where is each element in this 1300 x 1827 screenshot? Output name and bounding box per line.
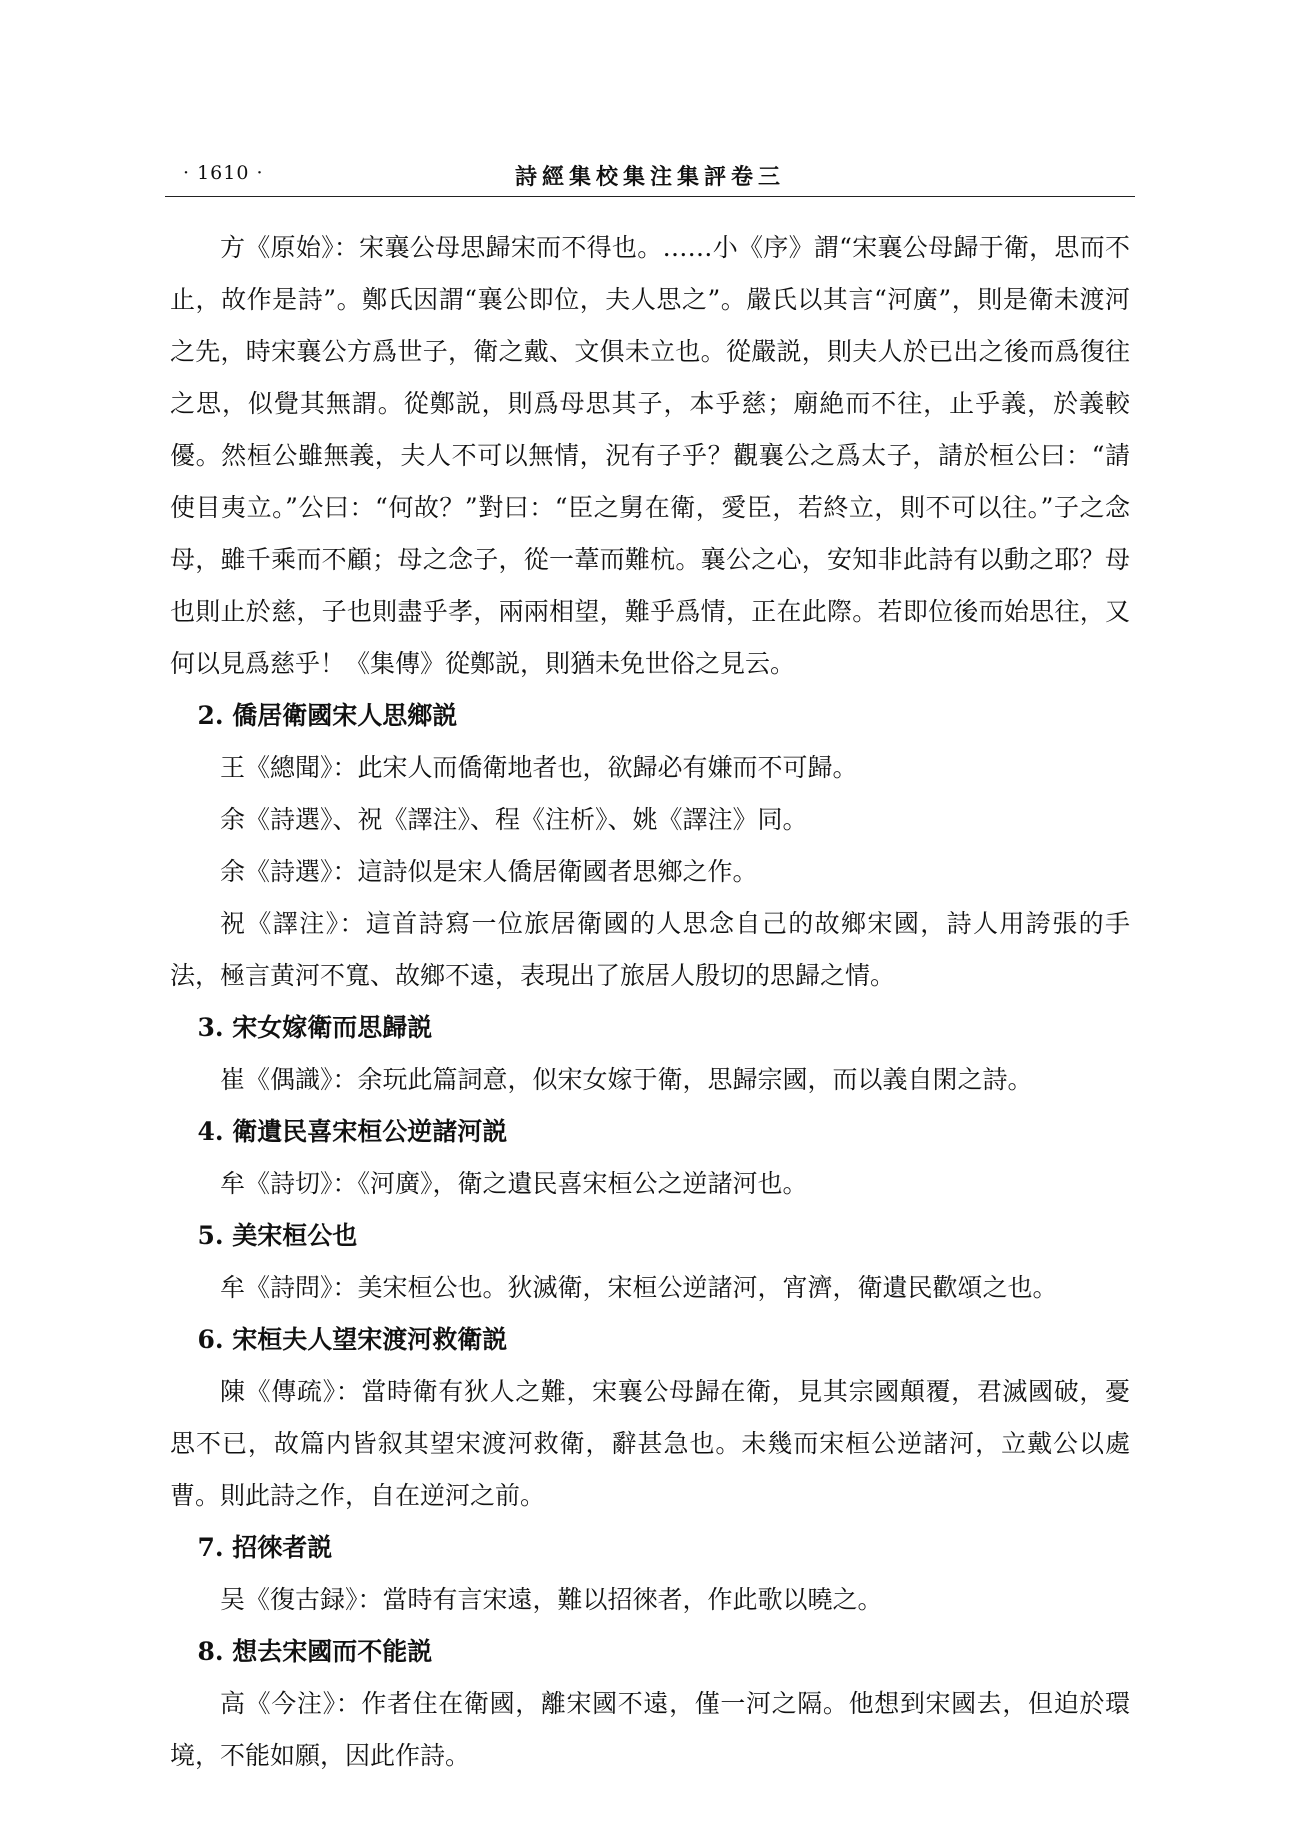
section-heading: 6. 宋桓夫人望宋渡河救衛説 bbox=[197, 1325, 508, 1354]
paragraph: 祝《譯注》：這首詩寫一位旅居衛國的人思念自己的故鄉宋國，詩人用誇張的手法，極言黄河不寬、故鄉不遠，表現出了旅居人殷切的思歸之情。 bbox=[170, 909, 1130, 990]
paragraph: 牟《詩切》：《河廣》，衛之遺民喜宋桓公之逆諸河也。 bbox=[220, 1169, 808, 1198]
section-heading: 2. 僑居衛國宋人思鄉説 bbox=[197, 701, 458, 730]
running-title: 詩經集校集注集評卷三 bbox=[514, 164, 785, 190]
page-number: · 1610 · bbox=[183, 162, 264, 184]
section-heading: 3. 宋女嫁衛而思歸説 bbox=[197, 1013, 433, 1042]
paragraph: 方《原始》：宋襄公母思歸宋而不得也。……小《序》謂“宋襄公母歸于衛，思而不止，故作是詩”。鄭氏因謂“襄公即位，夫人思之”。嚴氏以其言“河廣”，則是衛未渡河之先，時宋襄公方爲世子，衛之戴、文俱未立也。從嚴説，則夫人於已出之後而爲復往之思，似覺其無謂。從鄭説，則爲母思其子，本乎慈；廟絶而不往，止乎義，於義較優。然桓公雖無義，夫人不可以無情，況有子乎？觀襄公之爲太子，請於桓公曰：“請使目夷立。”公曰：“何故？”對曰：“臣之舅在衛，愛臣，若終立，則不可以往。”子之念母，雖千乘而不顧；母之念子，從一葦而難杭。襄公之心，安知非此詩有以動之耶？母也則止於慈，子也則盡乎孝，兩兩相望，難乎爲情，正在此際。若即位後而始思往，又何以見爲慈乎！《集傳》從鄭説，則猶未免世俗之見云。 bbox=[170, 233, 1130, 678]
paragraph: 余《詩選》：這詩似是宋人僑居衛國者思鄉之作。 bbox=[220, 857, 758, 886]
section-heading: 5. 美宋桓公也 bbox=[197, 1221, 358, 1250]
section-heading: 7. 招徠者説 bbox=[197, 1533, 333, 1562]
section-heading: 4. 衛遺民喜宋桓公逆諸河説 bbox=[197, 1117, 508, 1146]
section-heading: 8. 想去宋國而不能説 bbox=[197, 1637, 433, 1666]
paragraph: 余《詩選》、祝《譯注》、程《注析》、姚《譯注》同。 bbox=[220, 805, 808, 834]
header-rule bbox=[165, 196, 1135, 197]
paragraph: 王《總聞》：此宋人而僑衛地者也，欲歸必有嫌而不可歸。 bbox=[220, 753, 858, 782]
main-text bbox=[170, 222, 1130, 1782]
paragraph: 陳《傳疏》：當時衛有狄人之難，宋襄公母歸在衛，見其宗國顛覆，君滅國破，憂思不已，故篇内皆叙其望宋渡河救衛，辭甚急也。未幾而宋桓公逆諸河，立戴公以處曹。則此詩之作，自在逆河之前。 bbox=[170, 1377, 1130, 1510]
page-header bbox=[165, 158, 1135, 198]
paragraph: 崔《偶識》：余玩此篇詞意，似宋女嫁于衛，思歸宗國，而以義自閑之詩。 bbox=[220, 1065, 1033, 1094]
paragraph: 高《今注》：作者住在衛國，離宋國不遠，僅一河之隔。他想到宋國去，但迫於環境，不能如願，因此作詩。 bbox=[170, 1689, 1130, 1770]
paragraph: 吴《復古録》：當時有言宋遠，難以招徠者，作此歌以曉之。 bbox=[220, 1585, 883, 1614]
paragraph: 牟《詩問》：美宋桓公也。狄滅衛，宋桓公逆諸河，宵濟，衛遺民歡頌之也。 bbox=[220, 1273, 1058, 1302]
